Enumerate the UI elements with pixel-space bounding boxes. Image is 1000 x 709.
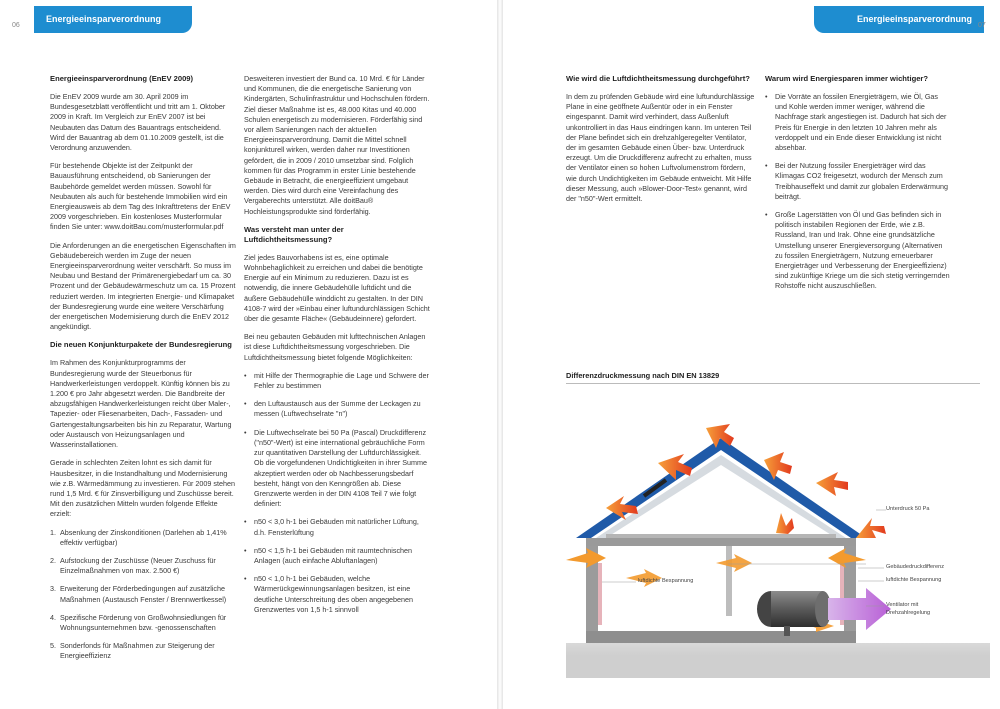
list-item: 5. Sonderfonds für Maßnahmen zur Steigerung der Energieeffizienz bbox=[50, 641, 215, 661]
leak-arrow bbox=[776, 513, 794, 534]
column-3 bbox=[566, 74, 756, 212]
house-illustration bbox=[566, 388, 990, 678]
list-item: • Die Luftwechselrate bei 50 Pa (Pascal) Druckdifferenz ("n50"-Wert) ist eine international gebräuchliche Form zur quantitativen Darstellung der Luftdurchlässigkeit. Ob die vorgefundenen Undichtigkeiten in ihrer Summe akzeptiert werden oder ob Nachbesserungsbedarf besteht, hängt von den Kenngrößen ab. Diese Grenzwerte werden in der DIN 4108 Teil 7 wie folgt definiert: bbox=[244, 427, 427, 509]
label-drehzahlregelung: Drehzahlregelung bbox=[886, 610, 931, 616]
ground-lower bbox=[566, 656, 990, 678]
figure-title: Differenzdruckmessung nach DIN EN 13829 bbox=[566, 371, 720, 380]
reasons-list bbox=[765, 92, 951, 292]
list-item: 4. Spezifische Förderung von Großwohnsiedlungen für Wohnungsunternehmen bzw. -genossenschaften bbox=[50, 612, 227, 632]
right-page-number: 07 bbox=[978, 22, 986, 29]
label-bespannung-left: luftdichte Bespannung bbox=[638, 578, 694, 584]
paragraph: Desweiteren investiert der Bund ca. 10 Mrd. € für Länder und Kommunen, die die energetische Sanierung von Kindergärten, Schulinfrastruktur und Hochschulen fördern. Ziel dieser Maßnahme ist es, 48.000 Kitas und 40.000 Schulen energetisch zu modernisieren. Förderfähig sind vor allem Sanierungen nach der aktuellen Energieeinsparverordnung. Damit die Mittel schnell konjunkturell wirken, werden daher nur Investitionen gefördert, die in 2009 / 2010 umsetzbar sind. Folglich kommen für das Programm in erster Linie bestehende Gebäude in Betracht, die energieeffizient umgebaut werden. Dies wird durch eine Vereinfachung des Vergaberechts unterstützt. Alle doitBau® Hochleistungsprodukte sind förderfähig. bbox=[244, 74, 430, 216]
right-header-tab: Energieeinsparverordnung bbox=[814, 6, 984, 33]
left-header-tab: Energieeinsparverordnung bbox=[34, 6, 192, 33]
list-item: • Bei der Nutzung fossiler Energieträger wird das Klimagas CO2 freigesetzt, wodurch der Mensch zum Treibhauseffekt und damit zur globalen Erderwärmung beiträgt. bbox=[765, 161, 948, 201]
figure-rule bbox=[566, 383, 980, 384]
left-membrane bbox=[598, 563, 602, 625]
paragraph: In dem zu prüfenden Gebäude wird eine luftundurchlässige Plane in eine geöffnete Außentür oder in ein Fenster eingespannt. Damit wird verhindert, dass Außenluft unkontrolliert in das Haus eindringen kann. Im unteren Teil der Plane befindet sich ein drehzahlgeregelter Ventilator, der im gesamten Gebäude einen Über- bzw. Unterdruck erzeugt. Um die Druckdifferenz aufrecht zu erhalten, muss der Ventilator einen so hohen Luftvolumenstrom fördern, wie durch Undichtigkeiten im Gebäude entweicht. Mit Hilfe dieser Messung, auch »Blower-Door-Test« genannt, wird der "n50"-Wert ermittelt. bbox=[566, 92, 755, 204]
list-item: • den Luftaustausch aus der Summe der Leckagen zu messen (Luftwechselrate "n") bbox=[244, 399, 421, 419]
inner-post bbox=[726, 546, 732, 616]
list-item: 2. Aufstockung der Zuschüsse (Neuer Zuschuss für Einzelmaßnahmen von max. 2.500 €) bbox=[50, 555, 216, 576]
effects-list bbox=[50, 528, 236, 662]
column-4 bbox=[765, 74, 951, 300]
leak-arrow bbox=[658, 454, 692, 480]
label-unterdruck: Unterdruck 50 Pa bbox=[886, 506, 930, 512]
leak-arrow bbox=[856, 518, 886, 538]
possibilities-list bbox=[244, 371, 430, 615]
column-1 bbox=[50, 74, 236, 670]
left-page bbox=[0, 0, 497, 709]
column-2 bbox=[244, 74, 430, 623]
paragraph: Ziel jedes Bauvorhabens ist es, eine optimale Wohnbehaglichkeit zu erreichen und dabei die benötigte Energie auf ein Minimum zu reduzieren. Dazu ist es notwendig, die innere Gebäudehülle luftdicht und die äußere Gebäudehülle winddicht zu gestalten. In der DIN 4108-7 wird der »Einbau einer luftundurchlässigen Schicht über die gesamte Fläche« (Gebäudeinnere) gefordert. bbox=[244, 252, 430, 324]
heading-konjunkturpakete: Die neuen Konjunkturpakete der Bundesregierung bbox=[50, 340, 232, 350]
list-item: • n50 < 1,5 h-1 bei Gebäuden mit raumtechnischen Anlagen (auch einfache Abluftanlagen) bbox=[244, 545, 413, 565]
paragraph: Die Anforderungen an die energetischen Eigenschaften im Gebäudebereich werden im Zuge der neuen Energieeinsparverordnung weiter verschärft. So muss im Neubau und Bestand der Primärenergiebedarf um ca. 30 Prozent und der Gebäudewärmeschutz um ca. 15 Prozent reduziert werden. Im integrierten Energie- und Klimapaket der Bundesregierung wurde eine weitere Verschärfung der energetischen Modernisierung durch die EnEV 2012 angekündigt. bbox=[50, 240, 236, 332]
list-item: • Die Vorräte an fossilen Energieträgern, wie Öl, Gas und Kohle werden immer weniger, während die Nachfrage stark angestiegen ist. Dadurch hat sich der Preis für Energie in den letzten 10 Jahren mehr als verdoppelt und ein Ende dieser Entwicklung ist nicht absehbar. bbox=[765, 92, 947, 153]
exhaust-arrow bbox=[828, 588, 891, 630]
list-item: • n50 < 3,0 h-1 bei Gebäuden mit natürlicher Lüftung, d.h. Fensterlüftung bbox=[244, 517, 419, 537]
leak-arrow bbox=[816, 472, 848, 496]
heading-energiesparen: Warum wird Energiesparen immer wichtiger? bbox=[765, 74, 929, 83]
label-ventilator: Ventilator mit bbox=[886, 602, 919, 608]
heading-luftdichtheit: Was versteht man unter der Luftdichtheitsmessung? bbox=[244, 224, 344, 244]
label-bespannung-right: luftdichte Bespannung bbox=[886, 577, 942, 583]
paragraph: Für bestehende Objekte ist der Zeitpunkt der Bauausführung entscheidend, ob Sanierungen der Baubehörde gemeldet werden müssen. Sowohl für Neubauten als auch für bestehende Immobilien wird ein Energieausweis ab dem Tag des Inkrafttretens der EnEV 2009 vorgeschrieben. Ein kostenloses Musterformular finden Sie unter: www.doitBau.com/musterformular.pdf bbox=[50, 161, 231, 232]
paragraph: Bei neu gebauten Gebäuden mit lufttechnischen Anlagen ist diese Luftdichtheitsmessung vorgeschrieben. Die Luftdichtheitsmessung bietet folgende Möglichkeiten: bbox=[244, 332, 426, 362]
list-item: • Große Lagerstätten von Öl und Gas befinden sich in politisch instabilen Regionen der Erde, wie z.B. Russland, Iran und Irak. Ohne eine grundsätzliche Umstellung unserer Energieversorgung (Alternativen zu fossilen Energieträgern, Nutzung erneuerbarer Energieträger und Verbesserung der Energieeffizienz) sind zukünftige Kriege um die sich stetig verringernden Rohstoffe nicht auszuschließen. bbox=[765, 210, 950, 291]
fan-stand bbox=[784, 626, 790, 636]
list-item: 3. Erweiterung der Förderbedingungen auf zusätzliche Maßnahmen (Austausch Fenster / Brennwertkessel) bbox=[50, 584, 227, 604]
heading-enev: Energieeinsparverordnung (EnEV 2009) bbox=[50, 74, 194, 83]
right-page bbox=[503, 0, 1000, 709]
blower-door-diagram bbox=[566, 388, 990, 678]
ceiling-slab bbox=[586, 538, 856, 546]
paragraph: Die EnEV 2009 wurde am 30. April 2009 im Bundesgesetzblatt veröffentlicht und tritt am 1. Oktober 2009 in Kraft. Im Vergleich zur EnEV 2007 ist bei Neubauten das Datum des Bauantrags entscheidend. Wird der Bauantrag ab dem 01.10.2009 gestellt, ist die Verordnung anzuwenden. bbox=[50, 92, 226, 153]
list-item: • mit Hilfe der Thermographie die Lage und Schwere der Fehler zu bestimmen bbox=[244, 370, 429, 391]
leak-arrow bbox=[716, 554, 752, 572]
roof-inner bbox=[596, 455, 846, 538]
paragraph: Im Rahmen des Konjunkturprogramms der Bundesregierung wurde der Steuerbonus für Handwerkerleistungen verdoppelt. Künftig können bis zu 1.200 € pro Jahr abgesetzt werden. Die Bandbreite der abzugsfähigen Handwerkerleistungen reicht über Maler-, Tapezier- oder Fliesenarbeiten, Dach-, Fassaden- und Gartengestaltungsarbeiten bis hin zu Reparatur, Wartung oder Austausch von Heizungsanlagen und Wasserinstallationen. bbox=[50, 358, 232, 450]
floor-slab bbox=[586, 631, 856, 643]
left-page-number: 06 bbox=[12, 22, 20, 29]
label-gebaeudedruckdifferenz: Gebäudedruckdifferenz bbox=[886, 564, 945, 570]
list-item: • n50 < 1,0 h-1 bei Gebäuden, welche Wärmerückgewinnungsanlagen besitzen, ist eine deutliche Unterschreitung des oben angegebenen Grenzwertes von 1,5 h-1 sinnvoll bbox=[244, 574, 414, 614]
list-item: 1. Absenkung der Zinskonditionen (Darlehen ab 1,41% effektiv verfügbar) bbox=[50, 527, 227, 547]
attic-floor bbox=[606, 534, 836, 538]
paragraph: Gerade in schlechten Zeiten lohnt es sich damit für Hausbesitzer, in die Instandhaltung und Modernisierung wie z.B. Wärmedämmung zu investieren. Für 2009 stehen rund 1,5 Mrd. € für Zinsverbilligung und Zuschüsse bereit. Mit den zusätzlichen Mitteln wurden folgende Effekte erzielt: bbox=[50, 458, 235, 519]
heading-durchfuehrung: Wie wird die Luftdichtheitsmessung durchgeführt? bbox=[566, 74, 750, 83]
